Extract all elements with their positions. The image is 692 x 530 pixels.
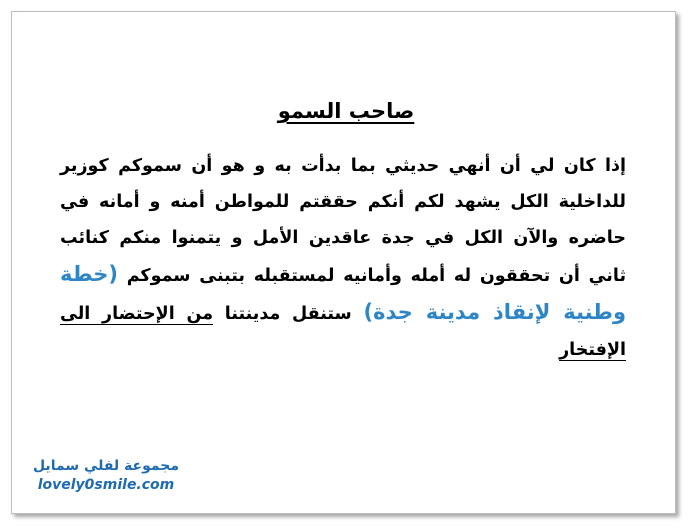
watermark-url-text: lovely0smile.com: [37, 477, 175, 493]
paragraph-closing-text: من الإحتضار الى الإفتخار: [60, 304, 626, 360]
site-watermark: [31, 456, 181, 494]
watermark-arabic-text: مجموعة لفلي سمايل: [32, 458, 180, 474]
paragraph-after-highlight-text: ستنقل مدينتنا: [224, 304, 352, 324]
paragraph-lead-text: إذا كان لي أن أنهي حديثي بما بدأت به و هو أن سموكم كوزير للداخلية الكل يشهد لكم أنكم حققتم للمواطن أمنه و أمانه في حاضره والآن الكل في جدة عاقدين الأمل و يتمنوا منكم كنائب ثاني أن تحققون له أمله وأمانيه لمستقبله بتبنى سموكم: [60, 156, 627, 286]
highlighted-plan-text: (خطة وطنية لإنقاذ مدينة جدة): [60, 262, 627, 324]
slide-body-paragraph: [60, 148, 626, 368]
slide-title: صاحب السمو: [277, 99, 415, 123]
